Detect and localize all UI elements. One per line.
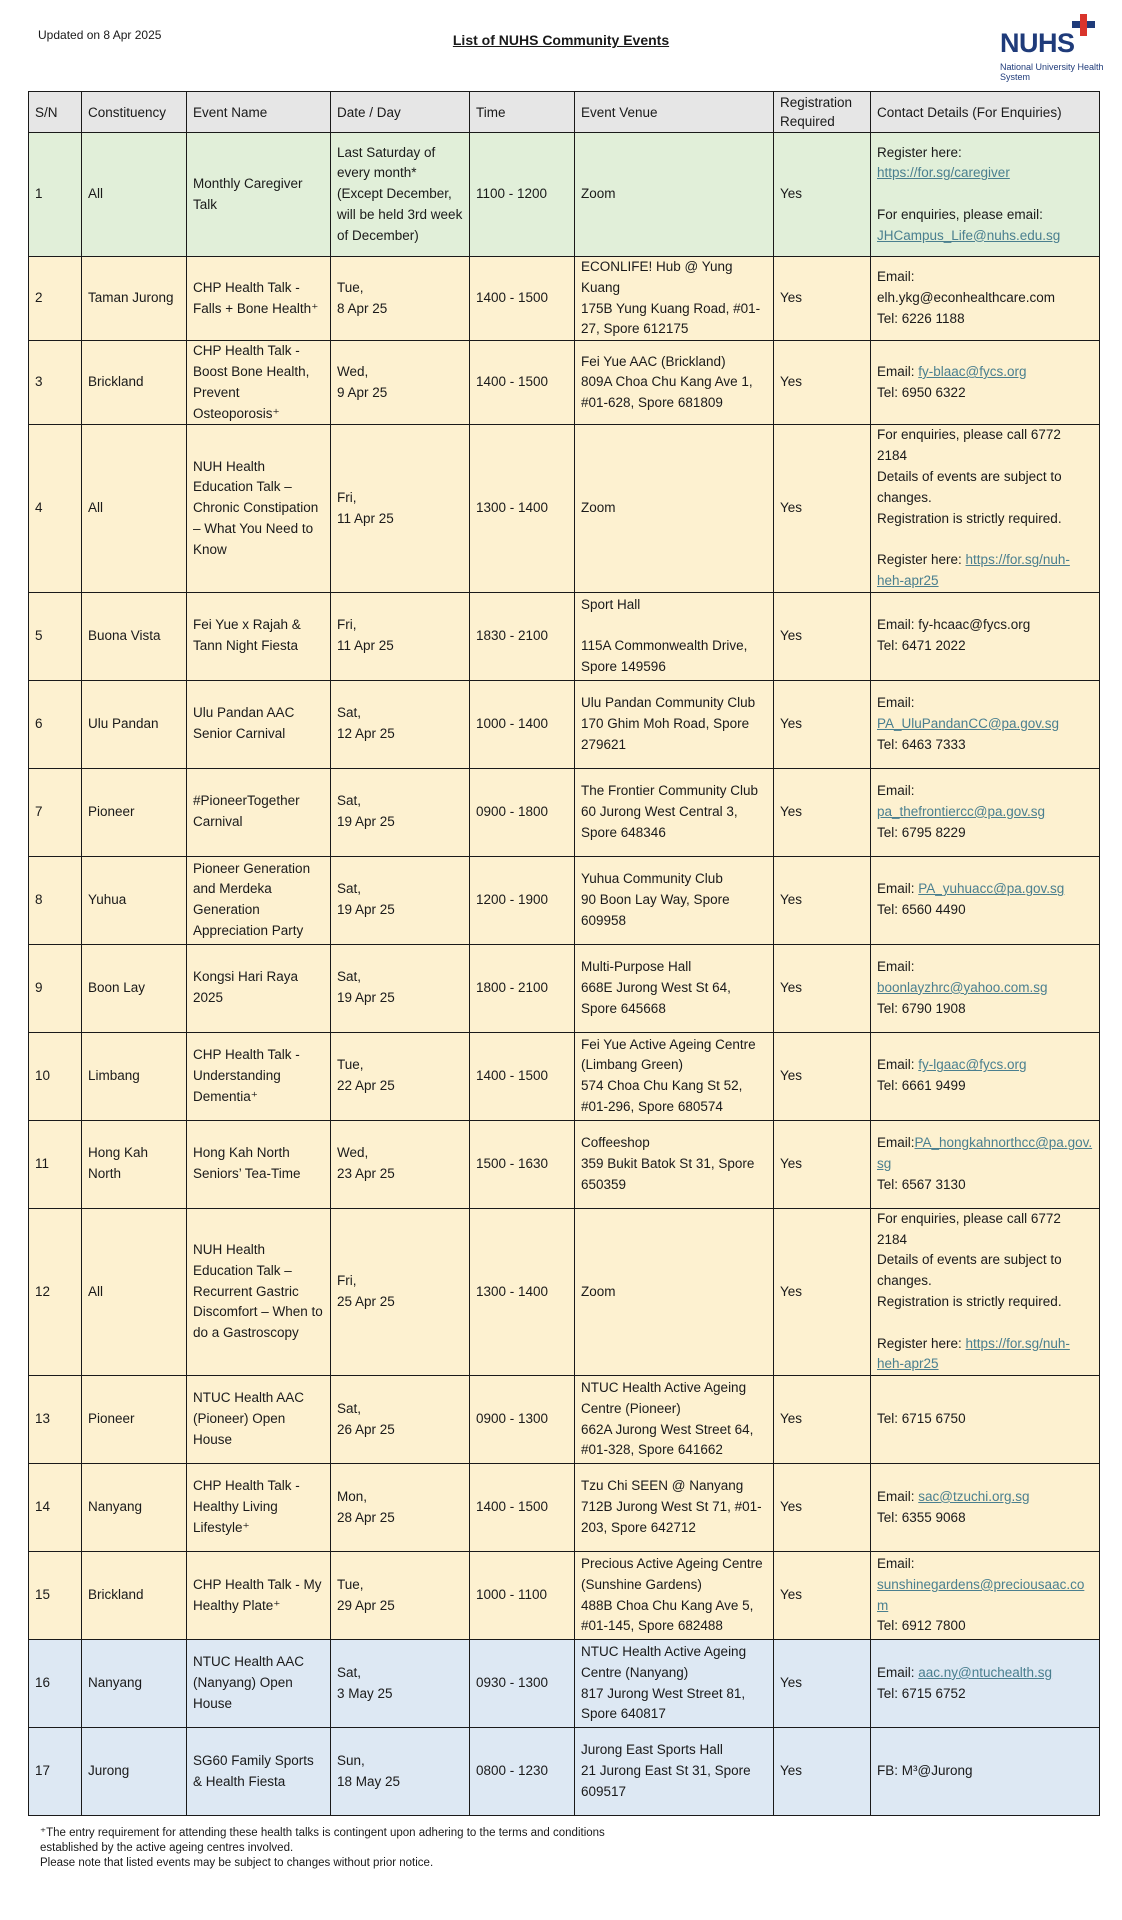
contact-line: Register here: https://for.sg/nuh-heh-apr25 <box>877 552 1070 588</box>
cell-contact <box>871 133 1100 257</box>
contact-line: Email: fy-blaac@fycs.org <box>877 363 1027 379</box>
cell-sn: 12 <box>29 1208 82 1375</box>
cell-contact <box>871 257 1100 341</box>
date-line: Fri, <box>337 617 357 633</box>
date-line: Wed, <box>337 1145 369 1161</box>
cell-constituency: Buona Vista <box>82 592 187 680</box>
cell-contact <box>871 1552 1100 1640</box>
contact-line: Tel: 6790 1908 <box>877 1000 966 1016</box>
contact-line <box>877 978 1093 999</box>
venue-line: Fei Yue AAC (Brickland) <box>581 353 726 369</box>
cell-event-name: Hong Kah North Seniors’ Tea-Time <box>187 1120 331 1208</box>
cell-constituency: Nanyang <box>82 1464 187 1552</box>
cell-venue <box>575 1376 774 1464</box>
contact-line: Tel: 6912 7800 <box>877 1618 966 1634</box>
contact-line: Email: <box>877 959 915 975</box>
column-header: S/N <box>29 92 82 133</box>
contact-line: Tel: 6226 1188 <box>877 310 965 326</box>
venue-line: 359 Bukit Batok St 31, Spore 650359 <box>581 1155 755 1192</box>
page-title: List of NUHS Community Events <box>452 32 670 48</box>
cell-event-name: CHP Health Talk - Healthy Living Lifestyle⁺ <box>187 1464 331 1552</box>
cell-sn: 17 <box>29 1728 82 1816</box>
contact-line: Details of events are subject to changes. <box>877 468 1062 505</box>
cell-contact <box>871 341 1100 425</box>
cell-constituency: Hong Kah North <box>82 1120 187 1208</box>
cell-contact <box>871 680 1100 768</box>
table-row <box>29 1464 1100 1552</box>
venue-line: Precious Active Ageing Centre (Sunshine Gardens) <box>581 1556 763 1592</box>
contact-line: Email: <box>877 269 915 285</box>
contact-link[interactable]: PA_yuhuacc@pa.gov.sg <box>918 881 1065 897</box>
date-line: 3 May 25 <box>337 1685 393 1701</box>
table-row <box>29 768 1100 856</box>
cell-venue <box>575 1464 774 1552</box>
cell-time: 1000 - 1100 <box>470 1552 575 1640</box>
contact-line: Email: sac@tzuchi.org.sg <box>877 1488 1030 1504</box>
contact-line: Tel: 6950 6322 <box>877 384 966 400</box>
contact-line <box>877 1313 1093 1334</box>
cell-contact <box>871 425 1100 592</box>
cell-time: 1300 - 1400 <box>470 1208 575 1375</box>
contact-link[interactable]: sunshinegardens@preciousaac.com <box>877 1576 1085 1613</box>
date-line: Tue, <box>337 1057 364 1073</box>
venue-line: Zoom <box>581 1283 616 1299</box>
table-row <box>29 1376 1100 1464</box>
contact-line: Tel: 6661 9499 <box>877 1078 966 1094</box>
cell-event-name: SG60 Family Sports & Health Fiesta <box>187 1728 331 1816</box>
contact-line: Email: <box>877 783 915 799</box>
cell-venue <box>575 680 774 768</box>
cell-constituency: All <box>82 1208 187 1375</box>
venue-line: 175B Yung Kuang Road, #01-27, Spore 612175 <box>581 300 761 337</box>
cell-venue <box>575 133 774 257</box>
cell-venue <box>575 1120 774 1208</box>
date-line: Sat, <box>337 969 362 985</box>
date-line: 25 Apr 25 <box>337 1293 395 1309</box>
column-header: Date / Day <box>331 92 470 133</box>
contact-line: Email: fy-lgaac@fycs.org <box>877 1057 1027 1073</box>
column-header: Contact Details (For Enquiries) <box>871 92 1100 133</box>
venue-line: 817 Jurong West Street 81, Spore 640817 <box>581 1685 746 1722</box>
venue-line: Zoom <box>581 186 616 202</box>
contact-line: Tel: 6715 6752 <box>877 1685 966 1701</box>
column-header: Time <box>470 92 575 133</box>
cell-venue <box>575 944 774 1032</box>
date-line: Tue, <box>337 1576 364 1592</box>
venue-line: NTUC Health Active Ageing Centre (Pioneer) <box>581 1380 747 1416</box>
date-line: 28 Apr 25 <box>337 1509 395 1525</box>
cell-event-name: #PioneerTogether Carnival <box>187 768 331 856</box>
cell-date <box>331 856 470 944</box>
date-line: 18 May 25 <box>337 1773 401 1789</box>
venue-line: 488B Choa Chu Kang Ave 5, #01-145, Spore 682488 <box>581 1597 754 1634</box>
venue-line: Multi-Purpose Hall <box>581 959 692 975</box>
contact-line: elh.ykg@econhealthcare.com <box>877 290 1056 306</box>
cell-constituency: All <box>82 425 187 592</box>
table-row <box>29 1640 1100 1728</box>
date-line: Last Saturday of every month* <box>337 144 436 181</box>
cell-date <box>331 425 470 592</box>
contact-link[interactable]: PA_UluPandanCC@pa.gov.sg <box>877 715 1060 731</box>
events-table <box>28 91 1100 1816</box>
contact-line: Tel: 6567 3130 <box>877 1176 966 1192</box>
venue-line: Tzu Chi SEEN @ Nanyang <box>581 1478 744 1494</box>
date-line: 22 Apr 25 <box>337 1078 395 1094</box>
cell-sn: 7 <box>29 768 82 856</box>
cell-registration: Yes <box>774 1728 871 1816</box>
cell-sn: 3 <box>29 341 82 425</box>
column-header: Registration Required <box>774 92 871 133</box>
table-row <box>29 133 1100 257</box>
cell-registration: Yes <box>774 592 871 680</box>
cell-contact <box>871 1728 1100 1816</box>
contact-line: Email: PA_yuhuacc@pa.gov.sg <box>877 881 1065 897</box>
table-row <box>29 944 1100 1032</box>
contact-line <box>877 529 1093 550</box>
cell-constituency: Nanyang <box>82 1640 187 1728</box>
cell-constituency: Brickland <box>82 341 187 425</box>
venue-line: 574 Choa Chu Kang St 52, #01-296, Spore 680574 <box>581 1078 743 1115</box>
cell-registration: Yes <box>774 1552 871 1640</box>
table-row <box>29 341 1100 425</box>
date-line: Sat, <box>337 1664 362 1680</box>
cell-venue <box>575 425 774 592</box>
contact-line: Tel: 6715 6750 <box>877 1411 966 1427</box>
venue-line: Yuhua Community Club <box>581 871 723 887</box>
cell-venue <box>575 341 774 425</box>
contact-line: Registration is strictly required. <box>877 510 1062 526</box>
cell-time: 1400 - 1500 <box>470 1464 575 1552</box>
cell-registration: Yes <box>774 680 871 768</box>
cell-sn: 2 <box>29 257 82 341</box>
contact-link[interactable]: fy-blaac@fycs.org <box>918 363 1027 379</box>
contact-link[interactable]: boonlayzhrc@yahoo.com.sg <box>877 979 1048 995</box>
cell-event-name: CHP Health Talk - Boost Bone Health, Prevent Osteoporosis⁺ <box>187 341 331 425</box>
contact-line: Tel: 6795 8229 <box>877 824 966 840</box>
cell-date <box>331 1376 470 1464</box>
venue-line: 115A Commonwealth Drive, Spore 149596 <box>581 638 748 675</box>
logo-subtitle: National University Health System <box>1000 62 1104 82</box>
contact-line: Details of events are subject to changes. <box>877 1252 1062 1289</box>
cell-venue <box>575 1552 774 1640</box>
date-line: Sat, <box>337 1400 362 1416</box>
cell-sn: 8 <box>29 856 82 944</box>
date-line: 9 Apr 25 <box>337 384 388 400</box>
venue-line: 60 Jurong West Central 3, Spore 648346 <box>581 803 738 840</box>
cell-date <box>331 768 470 856</box>
contact-line: For enquiries, please email: <box>877 206 1043 222</box>
contact-link[interactable]: sac@tzuchi.org.sg <box>918 1488 1030 1504</box>
cell-sn: 13 <box>29 1376 82 1464</box>
venue-line: 170 Ghim Moh Road, Spore 279621 <box>581 715 750 752</box>
cell-constituency: Boon Lay <box>82 944 187 1032</box>
cell-date <box>331 592 470 680</box>
venue-line: 90 Boon Lay Way, Spore 609958 <box>581 891 730 928</box>
venue-line: The Frontier Community Club <box>581 783 759 799</box>
footnote-changes-notice: Please note that listed events may be subject to changes without prior notice. <box>40 1857 434 1869</box>
cell-sn: 14 <box>29 1464 82 1552</box>
date-line: 11 Apr 25 <box>337 638 394 654</box>
cell-event-name: Pioneer Generation and Merdeka Generation Appreciation Party <box>187 856 331 944</box>
contact-line: FB: M³@Jurong <box>877 1763 973 1779</box>
cell-date <box>331 341 470 425</box>
cell-registration: Yes <box>774 1208 871 1375</box>
date-line: Sun, <box>337 1752 365 1768</box>
cell-constituency: Yuhua <box>82 856 187 944</box>
contact-line: Email: <box>877 1556 915 1572</box>
table-row <box>29 1032 1100 1120</box>
cell-date <box>331 944 470 1032</box>
cell-time: 0930 - 1300 <box>470 1640 575 1728</box>
cell-event-name: CHP Health Talk - Falls + Bone Health⁺ <box>187 257 331 341</box>
cell-venue <box>575 592 774 680</box>
cell-sn: 9 <box>29 944 82 1032</box>
cell-constituency: Ulu Pandan <box>82 680 187 768</box>
venue-line: Ulu Pandan Community Club <box>581 695 756 711</box>
table-row <box>29 1120 1100 1208</box>
cell-event-name: NUH Health Education Talk – Chronic Constipation – What You Need to Know <box>187 425 331 592</box>
cell-registration: Yes <box>774 768 871 856</box>
contact-line <box>877 184 1093 205</box>
cell-time: 0900 - 1300 <box>470 1376 575 1464</box>
date-line: Wed, <box>337 363 369 379</box>
cell-registration: Yes <box>774 944 871 1032</box>
cell-constituency: Limbang <box>82 1032 187 1120</box>
cell-time: 1800 - 2100 <box>470 944 575 1032</box>
date-line: 12 Apr 25 <box>337 726 395 742</box>
cell-registration: Yes <box>774 1376 871 1464</box>
venue-line: 668E Jurong West St 64, Spore 645668 <box>581 979 731 1016</box>
contact-line <box>877 714 1093 735</box>
cell-event-name: NTUC Health AAC (Pioneer) Open House <box>187 1376 331 1464</box>
contact-line: Tel: 6471 2022 <box>877 638 966 654</box>
footnote-entry-requirement: ⁺The entry requirement for attending these health talks is contingent upon adhering to the terms and conditions established by the active ageing centres involved. <box>40 1827 605 1854</box>
table-row <box>29 1728 1100 1816</box>
cell-contact <box>871 1376 1100 1464</box>
cell-registration: Yes <box>774 1640 871 1728</box>
cell-date <box>331 1464 470 1552</box>
venue-line: ECONLIFE! Hub @ Yung Kuang <box>581 259 733 295</box>
contact-line: Register here: https://for.sg/nuh-heh-apr25 <box>877 1335 1070 1372</box>
venue-line <box>581 615 767 636</box>
cell-date <box>331 1552 470 1640</box>
contact-line <box>877 226 1093 247</box>
cell-contact <box>871 768 1100 856</box>
cell-sn: 6 <box>29 680 82 768</box>
date-line: Sat, <box>337 705 362 721</box>
date-line: 19 Apr 25 <box>337 902 395 918</box>
cell-event-name: NUH Health Education Talk – Recurrent Gastric Discomfort – When to do a Gastroscopy <box>187 1208 331 1375</box>
contact-line: Email: <box>877 695 915 711</box>
cell-time: 0800 - 1230 <box>470 1728 575 1816</box>
column-header: Event Name <box>187 92 331 133</box>
contact-link[interactable]: https://for.sg/caregiver <box>877 165 1010 181</box>
cell-registration: Yes <box>774 1464 871 1552</box>
venue-line: 662A Jurong West Street 64, #01-328, Spore 641662 <box>581 1421 754 1458</box>
date-line: Sat, <box>337 793 362 809</box>
cell-registration: Yes <box>774 856 871 944</box>
contact-link[interactable]: https://for.sg/nuh-heh-apr25 <box>877 552 1070 588</box>
table-row <box>29 1208 1100 1375</box>
cell-venue <box>575 257 774 341</box>
date-line: 19 Apr 25 <box>337 990 395 1006</box>
venue-line: Fei Yue Active Ageing Centre (Limbang Green) <box>581 1036 756 1073</box>
venue-line: 712B Jurong West St 71, #01-203, Spore 642712 <box>581 1499 762 1536</box>
cell-registration: Yes <box>774 425 871 592</box>
cell-registration: Yes <box>774 257 871 341</box>
cell-time: 1000 - 1400 <box>470 680 575 768</box>
cell-constituency: Taman Jurong <box>82 257 187 341</box>
contact-line: For enquiries, please call 6772 2184 <box>877 1210 1061 1247</box>
cell-sn: 5 <box>29 592 82 680</box>
cell-contact <box>871 592 1100 680</box>
contact-link[interactable]: https://for.sg/nuh-heh-apr25 <box>877 1335 1070 1372</box>
venue-line: Coffeeshop <box>581 1135 650 1151</box>
cell-time: 0900 - 1800 <box>470 768 575 856</box>
cell-event-name: CHP Health Talk - Understanding Dementia⁺ <box>187 1032 331 1120</box>
contact-line: Tel: 6355 9068 <box>877 1509 966 1525</box>
cell-constituency: Jurong <box>82 1728 187 1816</box>
column-header: Constituency <box>82 92 187 133</box>
cell-sn: 10 <box>29 1032 82 1120</box>
table-row <box>29 856 1100 944</box>
column-header: Event Venue <box>575 92 774 133</box>
date-line: 23 Apr 25 <box>337 1166 395 1182</box>
table-row <box>29 1552 1100 1640</box>
cell-date <box>331 1728 470 1816</box>
cell-contact <box>871 1640 1100 1728</box>
date-line: Fri, <box>337 489 357 505</box>
cell-date <box>331 1120 470 1208</box>
venue-line: Jurong East Sports Hall <box>581 1742 723 1758</box>
cell-registration: Yes <box>774 133 871 257</box>
cell-event-name: Ulu Pandan AAC Senior Carnival <box>187 680 331 768</box>
contact-link[interactable]: aac.ny@ntuchealth.sg <box>918 1664 1053 1680</box>
table-header-row <box>29 92 1100 133</box>
table-row <box>29 257 1100 341</box>
cell-date <box>331 680 470 768</box>
date-line: (Except December, will be held 3rd week of December) <box>337 186 463 243</box>
cell-contact <box>871 1464 1100 1552</box>
cell-constituency: Pioneer <box>82 768 187 856</box>
table-row <box>29 592 1100 680</box>
cell-time: 1400 - 1500 <box>470 1032 575 1120</box>
logo-text: NUHS <box>1000 28 1075 58</box>
cell-sn: 11 <box>29 1120 82 1208</box>
cell-event-name: CHP Health Talk - My Healthy Plate⁺ <box>187 1552 331 1640</box>
venue-line: Sport Hall <box>581 596 641 612</box>
cell-constituency: Pioneer <box>82 1376 187 1464</box>
cell-sn: 16 <box>29 1640 82 1728</box>
contact-line <box>877 802 1093 823</box>
cell-date <box>331 1208 470 1375</box>
date-line: 29 Apr 25 <box>337 1597 395 1613</box>
cell-event-name: NTUC Health AAC (Nanyang) Open House <box>187 1640 331 1728</box>
contact-link[interactable]: pa_thefrontiercc@pa.gov.sg <box>877 803 1046 819</box>
cell-venue <box>575 1728 774 1816</box>
table-row <box>29 425 1100 592</box>
date-line: Tue, <box>337 279 364 295</box>
contact-line: Email:PA_hongkahnorthcc@pa.gov.sg <box>877 1135 1093 1171</box>
cell-constituency: All <box>82 133 187 257</box>
footnotes <box>40 1826 640 1871</box>
contact-line: Registration is strictly required. <box>877 1293 1062 1309</box>
cell-sn: 1 <box>29 133 82 257</box>
date-line: 19 Apr 25 <box>337 814 395 830</box>
nuhs-logo <box>1000 12 1104 82</box>
cell-venue <box>575 768 774 856</box>
cell-contact <box>871 1120 1100 1208</box>
contact-line: Register here: <box>877 144 962 160</box>
cell-contact <box>871 856 1100 944</box>
table-row <box>29 680 1100 768</box>
date-line: Sat, <box>337 881 362 897</box>
contact-line <box>877 1575 1093 1617</box>
cell-event-name: Kongsi Hari Raya 2025 <box>187 944 331 1032</box>
cell-registration: Yes <box>774 341 871 425</box>
updated-date: Updated on 8 Apr 2025 <box>38 28 162 42</box>
cell-sn: 15 <box>29 1552 82 1640</box>
cell-contact <box>871 1032 1100 1120</box>
cell-time: 1200 - 1900 <box>470 856 575 944</box>
cross-icon <box>1070 12 1098 40</box>
contact-line: Tel: 6560 4490 <box>877 902 966 918</box>
cell-time: 1400 - 1500 <box>470 341 575 425</box>
contact-link[interactable]: JHCampus_Life@nuhs.edu.sg <box>877 227 1061 243</box>
contact-link[interactable]: fy-lgaac@fycs.org <box>918 1057 1027 1073</box>
cell-date <box>331 1640 470 1728</box>
venue-line: NTUC Health Active Ageing Centre (Nanyang) <box>581 1644 747 1680</box>
date-line: 26 Apr 25 <box>337 1421 395 1437</box>
date-line: 11 Apr 25 <box>337 510 394 526</box>
cell-sn: 4 <box>29 425 82 592</box>
cell-venue <box>575 856 774 944</box>
contact-line <box>877 163 1093 184</box>
cell-registration: Yes <box>774 1032 871 1120</box>
cell-date <box>331 133 470 257</box>
contact-line: Tel: 6463 7333 <box>877 736 966 752</box>
cell-venue <box>575 1032 774 1120</box>
date-line: Fri, <box>337 1273 357 1289</box>
venue-line: Zoom <box>581 500 616 516</box>
venue-line: 809A Choa Chu Kang Ave 1, #01-628, Spore 681809 <box>581 374 753 411</box>
contact-line: Email: aac.ny@ntuchealth.sg <box>877 1664 1053 1680</box>
cell-date <box>331 257 470 341</box>
cell-time: 1400 - 1500 <box>470 257 575 341</box>
date-line: 8 Apr 25 <box>337 300 388 316</box>
cell-time: 1500 - 1630 <box>470 1120 575 1208</box>
cell-registration: Yes <box>774 1120 871 1208</box>
venue-line: 21 Jurong East St 31, Spore 609517 <box>581 1763 751 1800</box>
cell-event-name: Monthly Caregiver Talk <box>187 133 331 257</box>
contact-link[interactable]: PA_hongkahnorthcc@pa.gov.sg <box>877 1135 1093 1171</box>
date-line: Mon, <box>337 1488 368 1504</box>
cell-time: 1830 - 2100 <box>470 592 575 680</box>
contact-line: For enquiries, please call 6772 2184 <box>877 427 1061 464</box>
cell-venue <box>575 1640 774 1728</box>
cell-contact <box>871 1208 1100 1375</box>
cell-constituency: Brickland <box>82 1552 187 1640</box>
cell-time: 1300 - 1400 <box>470 425 575 592</box>
cell-contact <box>871 944 1100 1032</box>
cell-event-name: Fei Yue x Rajah & Tann Night Fiesta <box>187 592 331 680</box>
cell-venue <box>575 1208 774 1375</box>
cell-time: 1100 - 1200 <box>470 133 575 257</box>
cell-date <box>331 1032 470 1120</box>
contact-line: Email: fy-hcaac@fycs.org <box>877 617 1031 633</box>
